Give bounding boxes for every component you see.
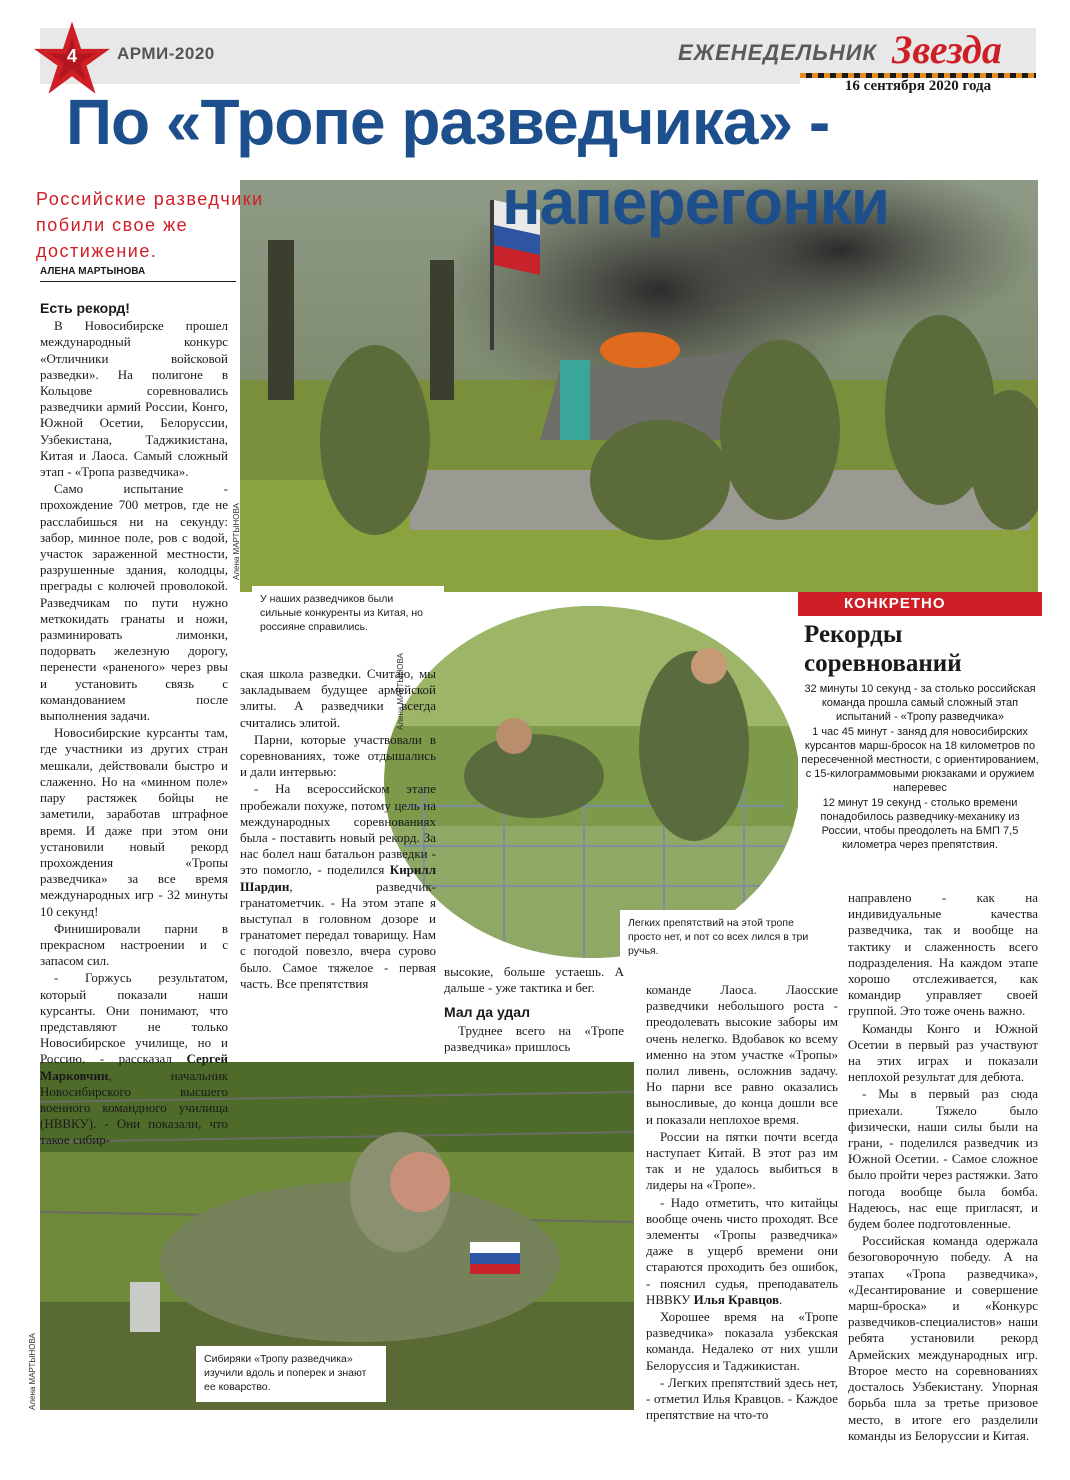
sidebar-body <box>800 682 1040 852</box>
bottom-photo-caption: Сибиряки «Тропу разведчика» изучили вдоль и поперек и знают ее коварство. <box>196 1346 386 1402</box>
paragraph <box>240 781 436 992</box>
section-label: АРМИ-2020 <box>117 44 215 63</box>
article-deck: Российские разведчики побили свое же достижение. <box>36 189 264 261</box>
paragraph: Труднее всего на «Тропе разведчика» пришлось <box>444 1022 624 1054</box>
paragraph: В Новосибирске прошел международный конкурс «Отличники войсковой разведки». На полигоне в Кольцове соревновались разведчики армий России, Конго, Южной Осетии, Белоруссии, Узбекистана, Таджикистана, Китая и Лаоса. Самый сложный этап - «Тропа разведчика». <box>40 318 228 480</box>
paragraph: Финишировали парни в прекрасном настроении и с запасом сил. <box>40 920 228 969</box>
circle-photo <box>384 606 800 958</box>
article-column-3 <box>444 964 624 1056</box>
paragraph: Хорошее время на «Тропе разведчика» показала узбекская команда. Недалеко от них ушли Белоруссия и Таджикистан. <box>646 1309 838 1373</box>
sidebar-fact: 32 минуты 10 секунд - за столько российская команда прошла самый сложный этап испытаний - «Тропу разведчика» <box>804 683 1036 724</box>
paragraph: команде Лаоса. Лаосские разведчики небольшого роста - преодолевать высокие заборы им очень нелегко. Вдобавок ко всему именно на этом участке «Тропы» полил ливень, осложнив задачу. Но парни все равно оказались выносливые, до конца дошли все и показали неплохое время. <box>646 982 838 1127</box>
byline-rule <box>40 281 236 282</box>
quoted-person: Сергей Марковчин <box>40 1051 228 1083</box>
text-run: , разведчик-гранатометчик. - На этом этапе я выступал в головном дозоре и гранатомет передал товарищу. Нам с погодой повезло, вчера сурово было. Самое тяжелое - первая часть. Все препятствия <box>240 878 436 991</box>
article-column-1 <box>40 298 228 1150</box>
paragraph <box>40 970 228 1148</box>
top-photo <box>240 180 1038 592</box>
article-column-5 <box>848 890 1038 1445</box>
text-run: , начальник Новосибирского высшего военного командного училища (НВВКУ). - Они показали, что такое сибир- <box>40 1067 228 1148</box>
bottom-photo-credit: Алена МАРТЫНОВА <box>28 1333 37 1410</box>
sidebar-fact: 1 час 45 минут - заняд для новосибирских курсантов марш-бросок на 18 километров по пересеченной местности, с ориентированием, с 15-килограммовыми рюкзаками и оружием наперевес <box>801 725 1039 795</box>
subhead: Мал да удал <box>444 1004 530 1021</box>
weekly-label: ЕЖЕНЕДЕЛЬНИК <box>678 40 878 65</box>
issue-date: 16 сентября 2020 года <box>800 78 1036 95</box>
paragraph: Команды Конго и Южной Осетии в первый раз участвуют на этих играх и показали неплохой результат для дебюта. <box>848 1020 1038 1085</box>
article-column-2 <box>240 666 436 993</box>
quoted-person: Кирилл Шардин <box>240 862 436 894</box>
quoted-person: Илья Кравцов <box>693 1291 780 1307</box>
subhead: Есть рекорд! <box>40 300 130 316</box>
paragraph: - Легких препятствий здесь нет, - отметил Илья Кравцов. - Каждое препятствие на что-то <box>646 1374 838 1423</box>
circle-photo-caption: Легких препятствий на этой тропе просто нет, и пот со всех лился в три ручья. <box>620 910 830 966</box>
paragraph: России на пятки почти всегда наступает Китай. В этот раз им так и не удалось выбиться в лидеры на «Тропе». <box>646 1128 838 1193</box>
paragraph: направлено - как на индивидуальные качества разведчика, так и вообще на тактику и слаженность всего подразделения. На каждом этапе хорошо отслеживается, как командир управляет своей группой. Это тоже очень важно. <box>848 890 1038 1019</box>
page-number: 4 <box>66 46 77 66</box>
article-column-4 <box>646 982 838 1424</box>
text-run: - Надо отметить, что китайцы вообще очень чисто проходят. Все элементы «Тропы разведчика» даже в ущерб времени они стараются проходить без ошибок, - пояснил судья, преподаватель НВВКУ <box>646 1194 838 1307</box>
text-run: - На всероссийском этапе пробежали похуже, потому цель на международных соревнованиях была - поставить новый рекорд. За нас болел наш батальон разведки - это помогло, - поделился <box>240 781 436 878</box>
text-run: - Горжусь результатом, который показали наши курсанты. Они понимают, что представляют не только Новосибирское училище, но и Россию, - рассказал <box>40 970 228 1067</box>
text-run: . <box>779 1291 783 1307</box>
headline-line-2: наперегонки <box>502 166 890 238</box>
sidebar-tag: КОНКРЕТНО <box>798 592 1042 616</box>
sidebar-title: Рекорды соревнований <box>804 621 962 677</box>
paragraph: высокие, больше устаешь. А дальше - уже тактика и бег. <box>444 964 624 996</box>
top-photo-caption: У наших разведчиков были сильные конкуренты из Китая, но россияне справились. <box>252 586 444 640</box>
paragraph: - Мы в первый раз сюда приехали. Тяжело было физически, наши силы были на грани, - поделился разведчик из Южной Осетии. - Самое сложное было пройти через растяжки. Зато погода вообще была бомба. Надеюсь, нас еще пригласят, и будем более подготовленные. <box>848 1086 1038 1232</box>
author-byline: АЛЕНА МАРТЫНОВА <box>40 266 146 277</box>
headline-line-1: По «Тропе разведчика» - <box>66 86 830 158</box>
facts-sidebar <box>798 592 1042 880</box>
top-photo-credit: Алена МАРТЫНОВА <box>232 503 241 580</box>
sidebar-fact: 12 минут 19 секунд - столько времени понадобилось разведчику-механику из России, чтобы преодолеть на БМП 7,5 километра через препятствия. <box>820 796 1020 852</box>
circle-photo-credit: Алена МАРТЫНОВА <box>396 653 405 730</box>
brand-logo: Звезда <box>892 27 1002 72</box>
paragraph: ская школа разведки. Считаю, мы закладываем будущее армейской элиты. А разведчики всегда считались элитой. <box>240 666 436 730</box>
paragraph <box>646 1195 838 1308</box>
paragraph: Новосибирские курсанты там, где участники из других стран мешкали, действовали быстро и слаженно. Но на «минном поле» пару растяжек бойцы не заметили, заработав штрафное время. И даже при этом они установили новый рекорд прохождения «Тропы разведчика» за все время международных игр - 32 минуты 10 секунд! <box>40 725 228 919</box>
paragraph: Парни, которые участвовали в соревнованиях, тоже отдышались и дали интервью: <box>240 731 436 780</box>
paragraph: Российская команда одержала безоговорочную победу. А на этапах «Тропа разведчика», «Десантирование и совершение марш-броска» и «Конкурс разведчиков-специалистов» наши ребята установили рекорд Армейских международных игр. Второе место на соревнованиях досталось Узбекистану. Упорная борьба шла за третье призовое место, в итоге его разделили команды из Белоруссии и Китая. <box>848 1233 1038 1443</box>
paragraph: Само испытание - прохождение 700 метров, где не расслабишься ни на секунду: забор, минное поле, ров с водой, участок зараженной местности, разрушенные здания, колодцы, преграды с колючей проволокой. Разведчикам по пути нужно меткокидать гранаты и ножи, разминировать лимонки, подорвать железную дорогу, перенести «раненого» через рвы и установить связь с командованием после выполнения задачи. <box>40 481 228 724</box>
